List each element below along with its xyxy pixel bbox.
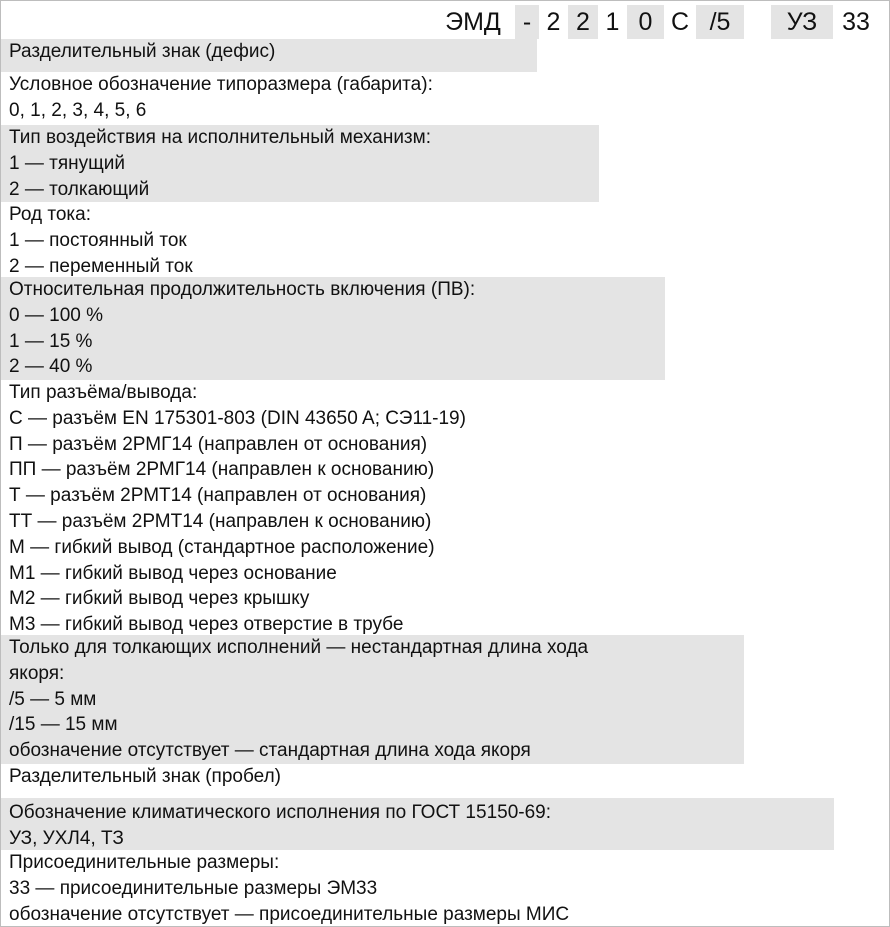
- block-line: С — разъём EN 175301-803 (DIN 43650 A; СЭ11-19): [9, 407, 466, 429]
- block-line: ТТ — разъём 2РМТ14 (направлен к основанию): [9, 510, 432, 532]
- block-line: якоря:: [9, 662, 65, 684]
- block-line: М3 — гибкий вывод через отверстие в трубе: [9, 614, 404, 636]
- block-line: 1 — постоянный ток: [9, 229, 187, 251]
- header-code-climate: УЗ: [771, 5, 833, 39]
- block-line: Род тока:: [9, 204, 91, 225]
- block-line: Обозначение климатического исполнения по ГОСТ 15150-69:: [9, 802, 552, 823]
- header-code-current: 1: [605, 8, 620, 36]
- block-size: [1, 72, 569, 125]
- block-line: 2 — переменный ток: [9, 255, 193, 277]
- block-climate: [1, 798, 834, 850]
- header-code-series: ЭМД: [445, 8, 501, 36]
- block-line: М — гибкий вывод (стандартное расположение): [9, 536, 435, 558]
- block-line: 1 — 15 %: [9, 330, 93, 352]
- block-line: Только для толкающих исполнений — нестандартная длина хода: [9, 637, 589, 658]
- block-line: 33 — присоединительные размеры ЭМ33: [9, 877, 378, 899]
- block-line: Разделительный знак (дефис): [9, 41, 276, 62]
- header-code-connector: С: [670, 8, 690, 36]
- block-line: Условное обозначение типоразмера (габарита):: [9, 74, 433, 95]
- block-line: М1 — гибкий вывод через основание: [9, 562, 337, 584]
- block-dash-separator: [1, 39, 537, 72]
- block-line: обозначение отсутствует — стандартная длина хода якоря: [9, 740, 531, 762]
- block-duty-cycle: [1, 277, 665, 380]
- header-code-size: 2: [546, 8, 561, 36]
- header-code-action: 2: [568, 5, 598, 39]
- block-connector-type: [1, 380, 697, 635]
- block-line: обозначение отсутствует — присоединительные размеры МИС: [9, 903, 570, 925]
- header-code-dash: -: [515, 5, 539, 39]
- block-line: Разделительный знак (пробел): [9, 766, 281, 787]
- header-code-mounting: 33: [842, 8, 870, 36]
- block-line: 2 — толкающий: [9, 178, 150, 200]
- block-line: М2 — гибкий вывод через крышку: [9, 588, 310, 610]
- block-line: /15 — 15 мм: [9, 714, 118, 736]
- block-stroke-length: [1, 635, 744, 764]
- block-line: Присоединительные размеры:: [9, 852, 280, 873]
- block-line: Относительная продолжительность включения (ПВ):: [9, 279, 476, 300]
- block-current-type: [1, 202, 628, 277]
- block-line: П — разъём 2РМГ14 (направлен от основания): [9, 433, 428, 455]
- block-line: ПП — разъём 2РМГ14 (направлен к основанию): [9, 459, 435, 481]
- block-line: 0, 1, 2, 3, 4, 5, 6: [9, 99, 147, 121]
- block-line: Тип воздействия на исполнительный механизм:: [9, 127, 431, 148]
- block-line: Т — разъём 2РМТ14 (направлен от основания): [9, 485, 427, 507]
- header-code-stroke: /5: [696, 5, 744, 39]
- block-mounting: [1, 850, 881, 927]
- block-action-type: [1, 125, 599, 202]
- block-line: Тип разъёма/вывода:: [9, 382, 198, 403]
- block-line: 0 — 100 %: [9, 304, 103, 326]
- header-code-duty: 0: [627, 5, 664, 39]
- block-line: 2 — 40 %: [9, 356, 93, 378]
- block-line: 1 — тянущий: [9, 152, 125, 174]
- block-line: УЗ, УХЛ4, ТЗ: [9, 827, 124, 849]
- block-line: /5 — 5 мм: [9, 688, 97, 710]
- block-space-separator: [1, 764, 772, 798]
